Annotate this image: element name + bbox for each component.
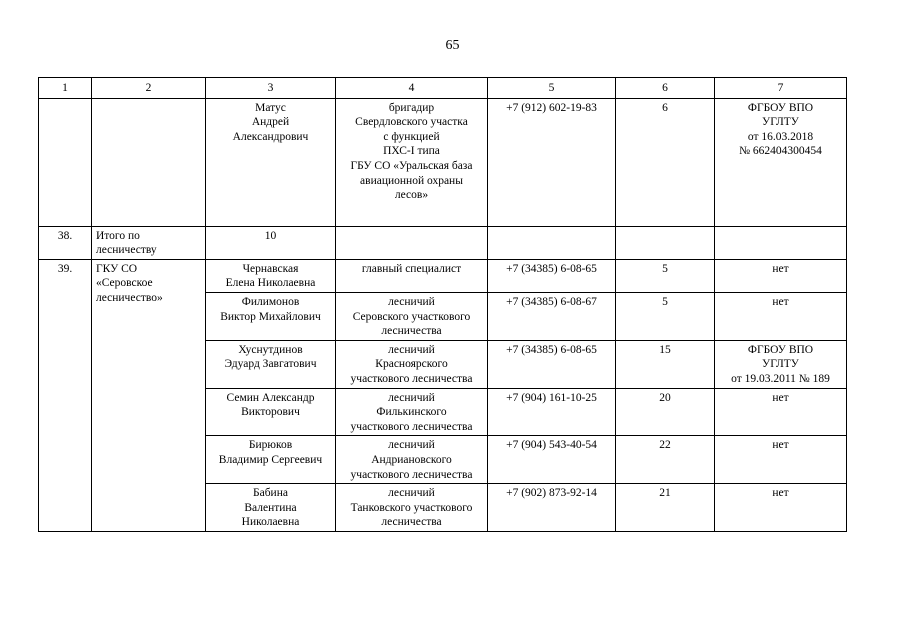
experience-cell: 5: [616, 292, 715, 340]
staff-table: [38, 77, 847, 532]
phone-cell: +7 (902) 873-92-14: [488, 484, 616, 532]
row-number-cell: [39, 98, 92, 226]
phone-cell: +7 (904) 161-10-25: [488, 388, 616, 436]
education-cell: нет: [715, 292, 847, 340]
phone-cell: +7 (34385) 6-08-65: [488, 259, 616, 292]
column-header-7: 7: [715, 78, 847, 99]
total-count-cell: 10: [206, 226, 336, 259]
name-cell: Бабина Валентина Николаевна: [206, 484, 336, 532]
position-cell: бригадир Свердловского участка с функцией ПХС-I типа ГБУ СО «Уральская база авиационной охраны лесов»: [336, 98, 488, 226]
experience-cell: 5: [616, 259, 715, 292]
column-header-1: 1: [39, 78, 92, 99]
experience-cell: [616, 226, 715, 259]
name-cell: Чернавская Елена Николаевна: [206, 259, 336, 292]
experience-cell: 20: [616, 388, 715, 436]
organization-cell: [92, 98, 206, 226]
education-cell: ФГБОУ ВПО УГЛТУ от 16.03.2018 № 662404300454: [715, 98, 847, 226]
education-cell: нет: [715, 259, 847, 292]
position-cell: лесничий Андриановского участкового лесничества: [336, 436, 488, 484]
header-row: [39, 78, 847, 99]
name-cell: Бирюков Владимир Сергеевич: [206, 436, 336, 484]
table-row: [39, 259, 847, 292]
position-cell: лесничий Красноярского участкового лесничества: [336, 340, 488, 388]
phone-cell: +7 (904) 543-40-54: [488, 436, 616, 484]
experience-cell: 21: [616, 484, 715, 532]
column-header-2: 2: [92, 78, 206, 99]
phone-cell: +7 (912) 602-19-83: [488, 98, 616, 226]
table-row: [39, 98, 847, 226]
column-header-4: 4: [336, 78, 488, 99]
organization-cell: Итого по лесничеству: [92, 226, 206, 259]
education-cell: ФГБОУ ВПО УГЛТУ от 19.03.2011 № 189: [715, 340, 847, 388]
phone-cell: +7 (34385) 6-08-67: [488, 292, 616, 340]
column-header-3: 3: [206, 78, 336, 99]
position-cell: лесничий Танковского участкового лесничества: [336, 484, 488, 532]
experience-cell: 6: [616, 98, 715, 226]
column-header-6: 6: [616, 78, 715, 99]
experience-cell: 15: [616, 340, 715, 388]
phone-cell: [488, 226, 616, 259]
education-cell: нет: [715, 436, 847, 484]
page-number: 65: [445, 38, 460, 53]
position-cell: лесничий Филькинского участкового лесничества: [336, 388, 488, 436]
education-cell: нет: [715, 388, 847, 436]
position-cell: главный специалист: [336, 259, 488, 292]
column-header-5: 5: [488, 78, 616, 99]
position-cell: лесничий Серовского участкового лесничества: [336, 292, 488, 340]
experience-cell: 22: [616, 436, 715, 484]
name-cell: Хуснутдинов Эдуард Завгатович: [206, 340, 336, 388]
education-cell: нет: [715, 484, 847, 532]
total-row: [39, 226, 847, 259]
position-cell: [336, 226, 488, 259]
phone-cell: +7 (34385) 6-08-65: [488, 340, 616, 388]
row-number-cell: 38.: [39, 226, 92, 259]
education-cell: [715, 226, 847, 259]
name-cell: Филимонов Виктор Михайлович: [206, 292, 336, 340]
name-cell: Семин Александр Викторович: [206, 388, 336, 436]
organization-cell: ГКУ СО «Серовское лесничество»: [92, 259, 206, 531]
name-cell: Матус Андрей Александрович: [206, 98, 336, 226]
row-number-cell: 39.: [39, 259, 92, 531]
